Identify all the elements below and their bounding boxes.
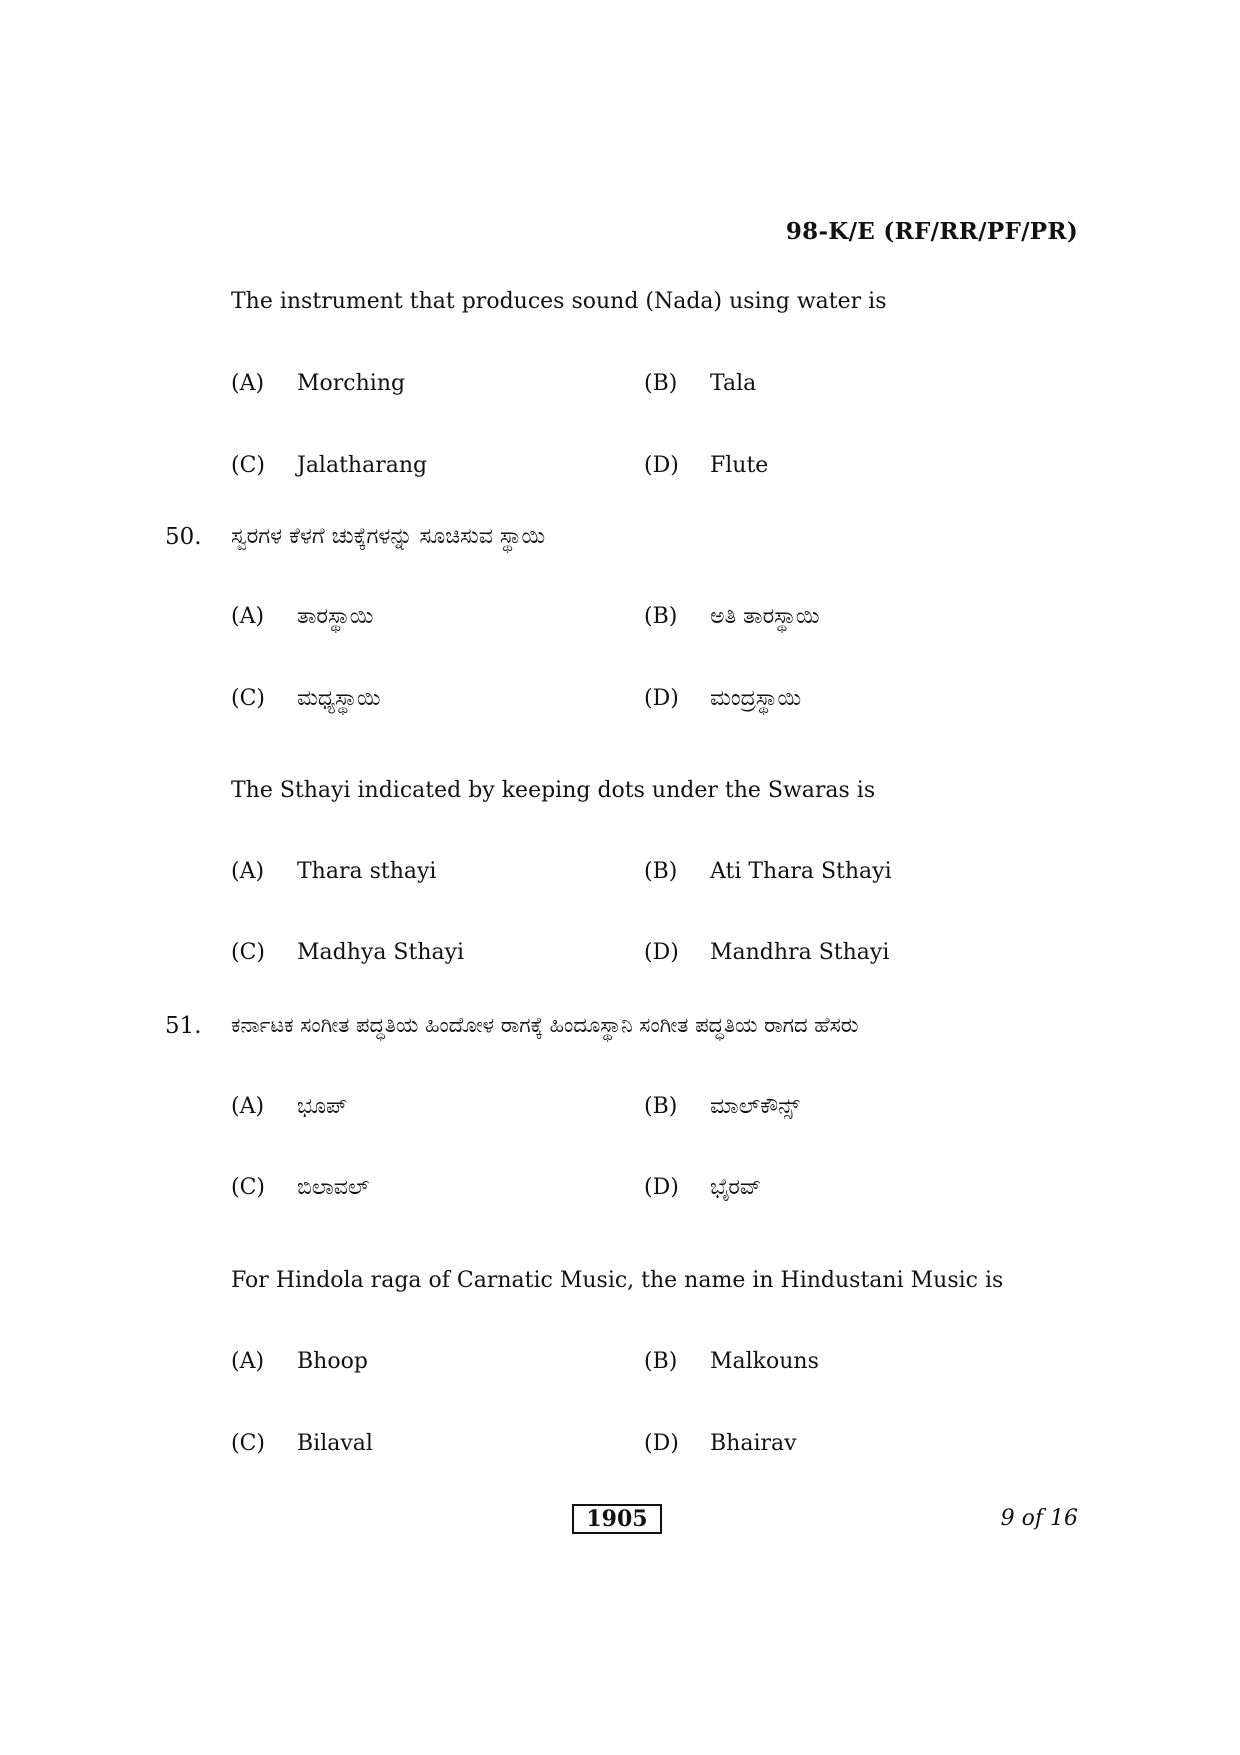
question-number: 51.: [165, 1013, 202, 1039]
question-stem: For Hindola raga of Carnatic Music, the name in Hindustani Music is: [231, 1268, 1004, 1293]
paper-code: 98-K/E (RF/RR/PF/PR): [785, 218, 1078, 245]
option-text: Malkouns: [710, 1349, 819, 1374]
option-label: (C): [231, 453, 265, 478]
option-text: ಅತಿ ತಾರಸ್ಥಾಯಿ: [710, 604, 820, 629]
option-label: (C): [231, 940, 265, 965]
option-label: (B): [644, 1349, 678, 1374]
question-number: 50.: [165, 524, 202, 550]
option-text: Bhoop: [297, 1349, 368, 1374]
option-label: (B): [644, 604, 678, 629]
booklet-code: 1905: [572, 1504, 662, 1534]
option-label: (D): [644, 940, 679, 965]
option-text: ಭೂಪ್: [297, 1094, 348, 1119]
option-text: Bilaval: [297, 1431, 373, 1456]
option-label: (D): [644, 453, 679, 478]
option-label: (A): [231, 1349, 265, 1374]
question-stem: The Sthayi indicated by keeping dots under the Swaras is: [231, 778, 876, 803]
option-label: (B): [644, 371, 678, 396]
question-stem: ಕರ್ನಾಟಕ ಸಂಗೀತ ಪದ್ಧತಿಯ ಹಿಂದೋಳ ರಾಗಕ್ಕೆ ಹಿಂದೂಸ್ಥಾನಿ ಸಂಗೀತ ಪದ್ಧತಿಯ ರಾಗದ ಹೆಸರು: [231, 1013, 859, 1037]
option-text: Morching: [297, 371, 406, 396]
option-text: ಭೈರವ್: [710, 1175, 762, 1200]
option-text: Tala: [710, 371, 757, 396]
option-label: (A): [231, 604, 265, 629]
option-label: (B): [644, 1094, 678, 1119]
page-number: 9 of 16: [1000, 1506, 1078, 1531]
option-label: (C): [231, 1431, 265, 1456]
option-text: Bhairav: [710, 1431, 797, 1456]
option-label: (D): [644, 686, 679, 711]
question-stem: The instrument that produces sound (Nada) using water is: [231, 289, 887, 314]
option-text: Madhya Sthayi: [297, 940, 465, 965]
option-text: Thara sthayi: [297, 859, 437, 884]
option-text: ಮಧ್ಯಸ್ಥಾಯಿ: [297, 686, 381, 711]
option-text: ಬಿಲಾವಲ್: [297, 1175, 370, 1200]
option-label: (B): [644, 859, 678, 884]
option-text: Ati Thara Sthayi: [710, 859, 892, 884]
question-stem: ಸ್ವರಗಳ ಕೆಳಗೆ ಚುಕ್ಕೆಗಳನ್ನು ಸೂಚಿಸುವ ಸ್ಥಾಯಿ: [231, 524, 546, 549]
option-text: Flute: [710, 453, 769, 478]
option-label: (D): [644, 1175, 679, 1200]
option-label: (A): [231, 859, 265, 884]
option-text: ಮಂದ್ರಸ್ಥಾಯಿ: [710, 686, 802, 711]
option-label: (D): [644, 1431, 679, 1456]
option-label: (C): [231, 686, 265, 711]
option-label: (A): [231, 1094, 265, 1119]
option-label: (C): [231, 1175, 265, 1200]
option-text: ತಾರಸ್ಥಾಯಿ: [297, 604, 374, 629]
option-text: Jalatharang: [297, 453, 428, 478]
option-label: (A): [231, 371, 265, 396]
option-text: ಮಾಲ್‌ಕೌನ್ಸ್: [710, 1094, 800, 1119]
option-text: Mandhra Sthayi: [710, 940, 890, 965]
